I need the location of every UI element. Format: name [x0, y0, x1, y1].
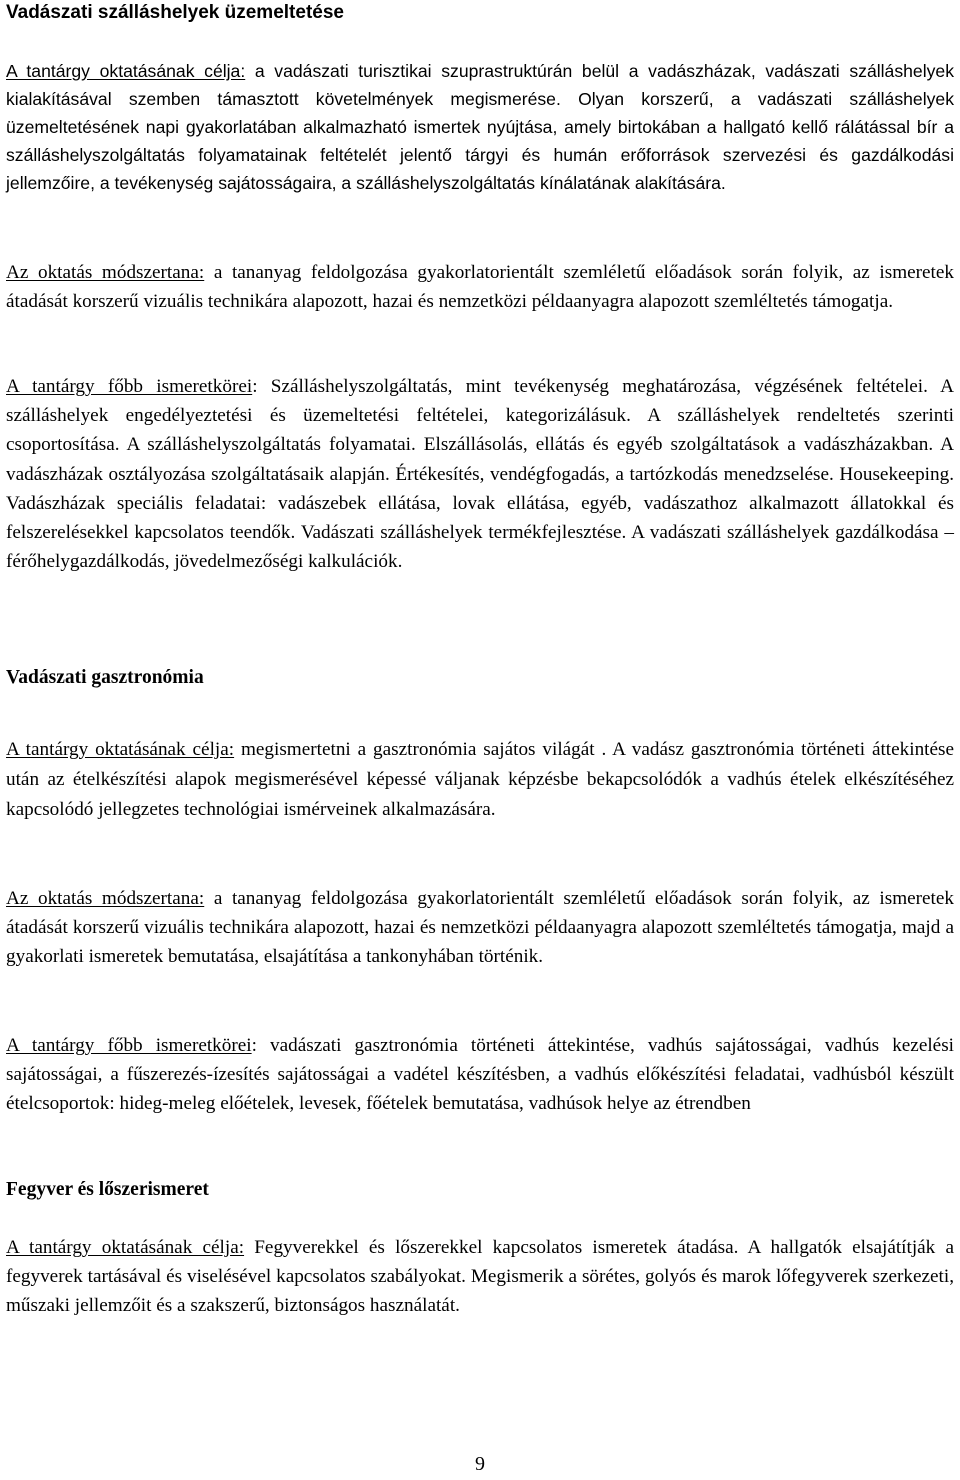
- section-3-goal-paragraph: [6, 1233, 954, 1321]
- topics-label: A tantárgy főbb ismeretkörei: [6, 1035, 252, 1056]
- goal-label: A tantárgy oktatásának célja:: [6, 1237, 245, 1258]
- section-1-goal-paragraph: [6, 57, 954, 197]
- page-number: 9: [475, 1453, 485, 1475]
- goal-text: a vadászati turisztikai szuprastruktúrán belül a vadászházak, vadászati szálláshelyek kialakításával szemben támasztott követelmények megismerése. Olyan korszerű, a vadászati szálláshelyek üzemeltetésének napi gyakorlatában alkalmazható ismertek nyújtása, amely birtokában a hallgató kellő rálátással bír a szálláshelyszolgáltatás folyamatainak feltételét jelentő tárgyi és humán erőforrások szervezési és gazdálkodási jellemzőire, a tevékenység sajátosságaira, a szálláshelyszolgáltatás kínálatának alakítására.: [6, 61, 954, 193]
- method-label: Az oktatás módszertana:: [6, 262, 205, 283]
- section-title-fegyver-es-loszerismeret: Fegyver és lőszerismeret: [6, 1179, 209, 1200]
- section-title-vadaszati-szallashelyek: Vadászati szálláshelyek üzemeltetése: [6, 2, 344, 23]
- section-2-method-paragraph: [6, 884, 954, 972]
- method-label: Az oktatás módszertana:: [6, 888, 205, 909]
- goal-label: A tantárgy oktatásának célja:: [6, 61, 246, 81]
- topics-label: A tantárgy főbb ismeretkörei: [6, 376, 253, 397]
- goal-label: A tantárgy oktatásának célja:: [6, 739, 235, 760]
- goal-text: megismertetni a gasztronómia sajátos világát . A vadász gasztronómia történeti áttekintése után az ételkészítési alapok megismerésével képessé váljanak képzésbe bekapcsolódók a vadhús ételek elkészítéséhez kapcsolódó jellegzetes technológiai ismérveinek alkalmazására.: [6, 739, 954, 820]
- section-2-topics-paragraph: [6, 1031, 954, 1119]
- section-2-goal-paragraph: [6, 735, 954, 825]
- section-title-vadaszati-gasztronomia: Vadászati gasztronómia: [6, 667, 204, 688]
- goal-text: Fegyverekkel és lőszerekkel kapcsolatos ismeretek átadása. A hallgatók elsajátítják a fegyverek tartásával és viselésével kapcsolatos szabályokat. Megismerik a sörétes, golyós és marok lőfegyverek szerkezeti, műszaki jellemzőit és a szakszerű, biztonságos használatát.: [6, 1237, 954, 1317]
- topics-text: : Szálláshelyszolgáltatás, mint tevékenység meghatározása, végzésének feltételei. A szálláshelyek engedélyeztetési és üzemeltetési feltételei, kategorizálásuk. A szálláshelyek rendeltetés szerinti csoportosítása. A szálláshelyszolgáltatás folyamatai. Elszállásolás, ellátás és egyéb szolgáltatások a vadászházakban. A vadászházak osztályozása szolgáltatásaik alapján. Értékesítés, vendégfogadás, a tartózkodás menedzselése. Housekeeping. Vadászházak speciális feladatai: vadászebek ellátása, lovak ellátása, egyéb, vadászathoz alkalmazott állatokkal és felszerelésekkel kapcsolatos teendők. Vadászati szálláshelyek termékfejlesztése. A vadászati szálláshelyek gazdálkodása – férőhelygazdálkodás, jövedelmezőségi kalkulációk.: [6, 376, 954, 573]
- method-text: a tananyag feldolgozása gyakorlatorientált szemléletű előadások során folyik, az ismeretek átadását korszerű vizuális technikára alapozott, hazai és nemzetközi példaanyagra alapozott szemléltetés támogatja, majd a gyakorlati ismeretek bemutatása, elsajátítása a tankonyhában történik.: [6, 888, 954, 968]
- section-1-method-paragraph: [6, 258, 954, 316]
- method-text: a tananyag feldolgozása gyakorlatorientált szemléletű előadások során folyik, az ismeretek átadását korszerű vizuális technikára alapozott, hazai és nemzetközi példaanyagra alapozott szemléltetés támogatja.: [6, 262, 954, 313]
- section-1-topics-paragraph: [6, 372, 954, 576]
- topics-text: : vadászati gasztronómia történeti áttekintése, vadhús sajátosságai, vadhús kezelési sajátosságai, a fűszerezés-ízesítés sajátosságai a vadétel készítésben, a vadhús előkészítési feladatai, vadhúsból készült ételcsoportok: hideg-meleg előételek, levesek, főételek bemutatása, vadhúsok helye az étrendben: [6, 1035, 954, 1115]
